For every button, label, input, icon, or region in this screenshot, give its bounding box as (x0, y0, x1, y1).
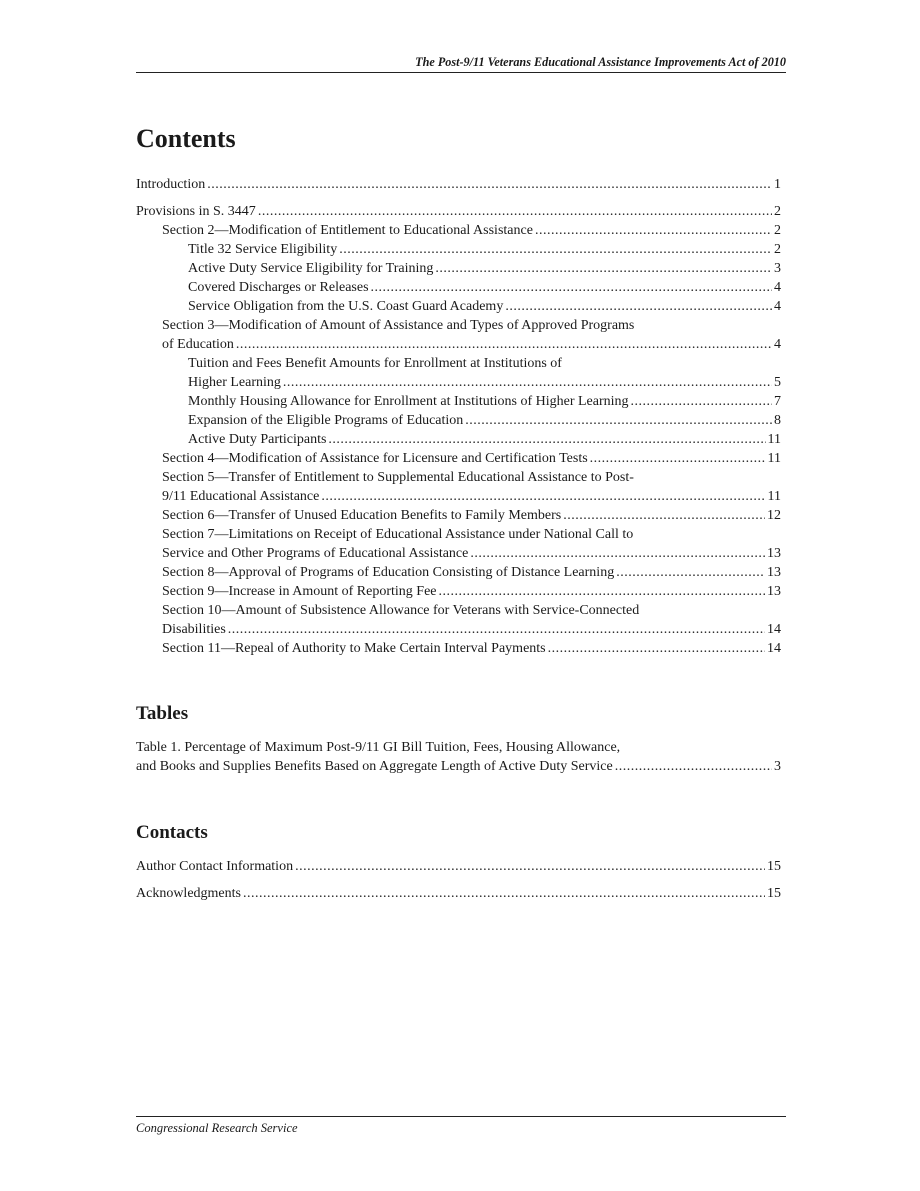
dot-leader (258, 202, 772, 221)
toc-entry-text: Section 6—Transfer of Unused Education Benefits to Family Members (162, 508, 562, 523)
toc-page-number: 1 (774, 177, 781, 192)
toc-entry-text: Section 2—Modification of Entitlement to Educational Assistance (162, 223, 533, 238)
toc-page-number: 4 (774, 280, 781, 295)
toc-page-number: 4 (774, 299, 781, 314)
toc-page-number: 13 (767, 584, 781, 599)
toc-entry-text: Provisions in S. 3447 (136, 204, 256, 219)
toc-entry-text: Author Contact Information (136, 859, 294, 874)
toc-entry-text: Active Duty Service Eligibility for Training (188, 261, 434, 276)
dot-leader (505, 297, 772, 316)
toc-entry-text-first-line: Table 1. Percentage of Maximum Post-9/11 GI Bill Tuition, Fees, Housing Allowance, (136, 740, 621, 755)
toc-entry-text: 9/11 Educational Assistance (162, 489, 320, 504)
toc-entry-text: Monthly Housing Allowance for Enrollment at Institutions of Higher Learning (188, 394, 629, 409)
toc-entry-text: Covered Discharges or Releases (188, 280, 369, 295)
header-rule (136, 72, 786, 73)
dot-leader (371, 278, 772, 297)
toc-entry-text: Introduction (136, 177, 206, 192)
toc-entry-author-contact[interactable] (136, 857, 781, 876)
toc-entry-section-10[interactable] (162, 601, 781, 639)
dot-leader (439, 582, 766, 601)
footer-rule (136, 1116, 786, 1117)
toc-page-number: 5 (774, 375, 781, 390)
toc-entry-section-7[interactable] (162, 525, 781, 563)
toc-entry-text-first-line: Section 3—Modification of Amount of Assistance and Types of Approved Programs (162, 318, 635, 333)
toc-entry-section-8[interactable] (162, 563, 781, 582)
toc-page-number: 11 (767, 451, 781, 466)
toc-entry-text-first-line: Section 7—Limitations on Receipt of Educational Assistance under National Call to (162, 527, 634, 542)
toc-entry-text: Service Obligation from the U.S. Coast Guard Academy (188, 299, 504, 314)
toc-entry-text: Active Duty Participants (188, 432, 327, 447)
toc-entry-section-9[interactable] (162, 582, 781, 601)
toc-tables-list (136, 738, 781, 776)
toc-entry-text-first-line: Section 10—Amount of Subsistence Allowance for Veterans with Service-Connected (162, 603, 640, 618)
toc-entry-text: Higher Learning (188, 375, 281, 390)
dot-leader (207, 175, 772, 194)
dot-leader (535, 221, 772, 240)
toc-entry-text-first-line: Tuition and Fees Benefit Amounts for Enrollment at Institutions of (188, 356, 562, 371)
toc-entry-section-3[interactable] (162, 316, 781, 354)
toc-page-number: 12 (767, 508, 781, 523)
toc-entry-acknowledgments[interactable] (136, 884, 781, 903)
dot-leader (631, 392, 772, 411)
toc-page-number: 13 (767, 546, 781, 561)
toc-entry-table-1[interactable] (136, 738, 781, 776)
toc-page-number: 2 (774, 204, 781, 219)
toc-entry-provisions[interactable] (136, 202, 781, 221)
toc-entry-covered-discharges[interactable] (188, 278, 781, 297)
dot-leader (470, 544, 765, 563)
toc-page-number: 2 (774, 223, 781, 238)
toc-entry-text: Section 4—Modification of Assistance for Licensure and Certification Tests (162, 451, 588, 466)
toc-entry-expansion-programs[interactable] (188, 411, 781, 430)
toc-contacts-list (136, 857, 781, 903)
toc-entry-text: of Education (162, 337, 234, 352)
toc-entry-housing-allowance[interactable] (188, 392, 781, 411)
toc-page-number: 15 (767, 886, 781, 901)
toc-page-number: 3 (774, 759, 781, 774)
toc-entry-coast-guard[interactable] (188, 297, 781, 316)
toc-entry-text-first-line: Section 5—Transfer of Entitlement to Supplemental Educational Assistance to Post- (162, 470, 634, 485)
toc-page-number: 2 (774, 242, 781, 257)
dot-leader (283, 373, 772, 392)
contacts-title: Contacts (136, 822, 208, 843)
dot-leader (339, 240, 772, 259)
toc-page-number: 8 (774, 413, 781, 428)
toc-contents-list (136, 175, 781, 658)
dot-leader (563, 506, 765, 525)
toc-page-number: 14 (767, 622, 781, 637)
toc-entry-section-6[interactable] (162, 506, 781, 525)
toc-entry-active-duty-participants[interactable] (188, 430, 781, 449)
dot-leader (236, 335, 772, 354)
dot-leader (321, 487, 765, 506)
toc-page-number: 14 (767, 641, 781, 656)
dot-leader (328, 430, 765, 449)
dot-leader (465, 411, 772, 430)
toc-page-number: 4 (774, 337, 781, 352)
toc-page-number: 15 (767, 859, 781, 874)
toc-entry-tuition-fees[interactable] (188, 354, 781, 392)
toc-entry-section-2[interactable] (162, 221, 781, 240)
running-header-title: The Post-9/11 Veterans Educational Assistance Improvements Act of 2010 (415, 55, 786, 69)
dot-leader (295, 857, 765, 876)
dot-leader (228, 620, 765, 639)
toc-page-number: 3 (774, 261, 781, 276)
toc-entry-introduction[interactable] (136, 175, 781, 194)
toc-page-number: 11 (767, 432, 781, 447)
toc-page-number: 11 (767, 489, 781, 504)
dot-leader (548, 639, 765, 658)
contents-title: Contents (136, 124, 236, 153)
toc-entry-text: Disabilities (162, 622, 226, 637)
footer-publisher: Congressional Research Service (136, 1121, 298, 1135)
toc-entry-text: Title 32 Service Eligibility (188, 242, 338, 257)
toc-entry-section-5[interactable] (162, 468, 781, 506)
dot-leader (243, 884, 765, 903)
dot-leader (615, 757, 772, 776)
tables-title: Tables (136, 703, 189, 724)
toc-entry-text: Acknowledgments (136, 886, 241, 901)
toc-entry-text: Section 8—Approval of Programs of Education Consisting of Distance Learning (162, 565, 615, 580)
toc-entry-text: Service and Other Programs of Educational Assistance (162, 546, 469, 561)
toc-entry-title-32[interactable] (188, 240, 781, 259)
toc-entry-text: and Books and Supplies Benefits Based on Aggregate Length of Active Duty Service (136, 759, 613, 774)
dot-leader (590, 449, 766, 468)
toc-page-number: 7 (774, 394, 781, 409)
toc-entry-section-11[interactable] (162, 639, 781, 658)
dot-leader (616, 563, 765, 582)
toc-entry-active-duty-eligibility[interactable] (188, 259, 781, 278)
toc-entry-section-4[interactable] (162, 449, 781, 468)
toc-page-number: 13 (767, 565, 781, 580)
toc-entry-text: Expansion of the Eligible Programs of Education (188, 413, 464, 428)
toc-entry-text: Section 9—Increase in Amount of Reporting Fee (162, 584, 437, 599)
toc-entry-text: Section 11—Repeal of Authority to Make Certain Interval Payments (162, 641, 546, 656)
dot-leader (435, 259, 772, 278)
